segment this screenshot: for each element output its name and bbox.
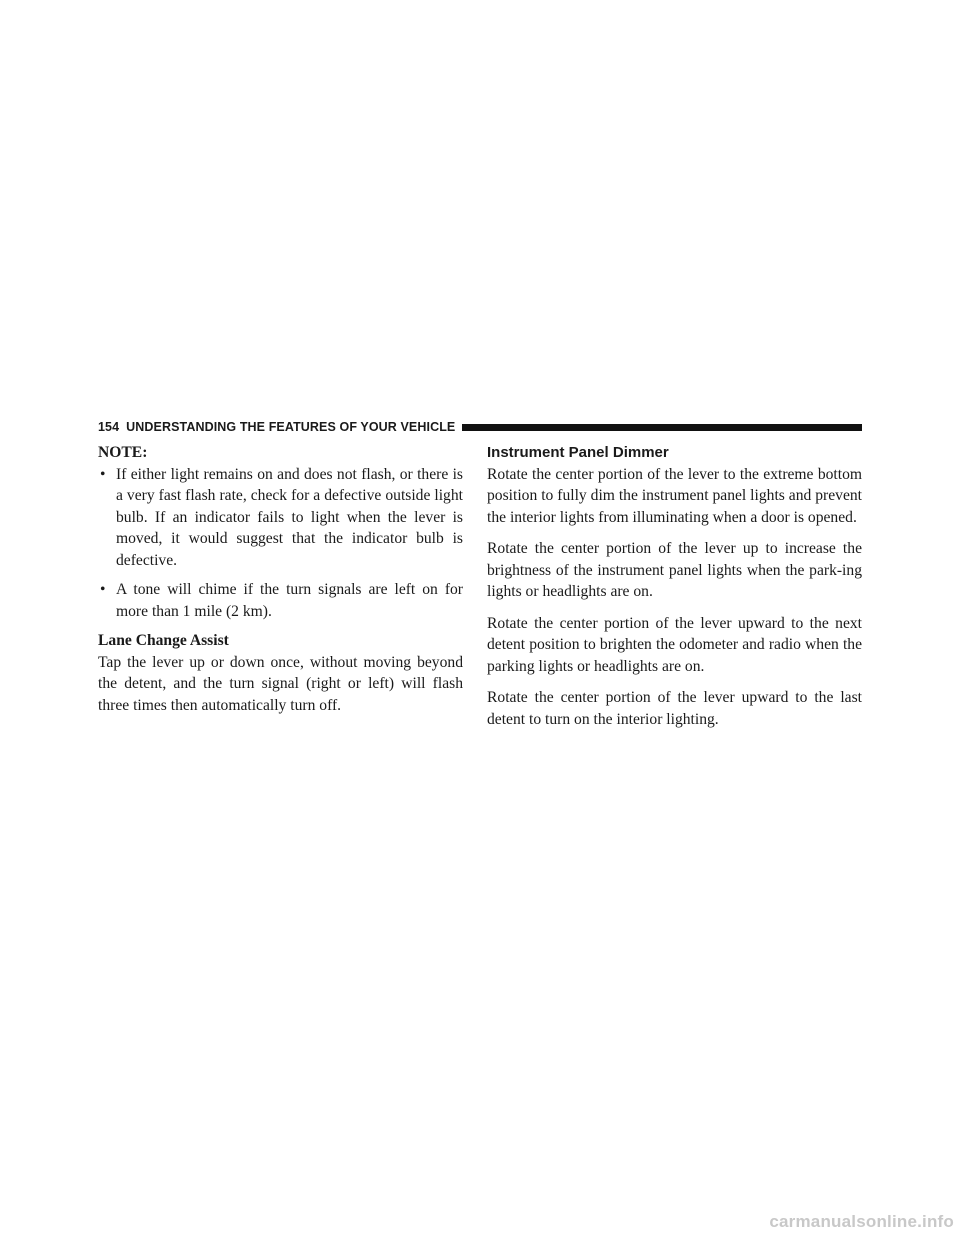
bullet-text: A tone will chime if the turn signals are left on for more than 1 mile (2 km).	[116, 581, 463, 620]
left-column	[98, 442, 463, 726]
list-item	[98, 579, 463, 622]
note-bullet-list	[98, 464, 463, 623]
note-label: NOTE:	[98, 444, 148, 461]
page-number: 154	[98, 420, 120, 434]
lane-change-heading: Lane Change Assist	[98, 632, 229, 649]
bullet-text: If either light remains on and does not flash, or there is a very fast flash rate, check for a defective outside light bulb. If an indicator fails to light when the lever is moved, it would suggest that the indicator bulb is defective.	[116, 465, 463, 569]
header-rule	[462, 424, 862, 431]
watermark-text: carmanualsonline.info	[769, 1212, 954, 1231]
dimmer-paragraph: Rotate the center portion of the lever upward to the next detent position to brighten the odometer and radio when the parking lights or headlights are on.	[487, 614, 862, 675]
dimmer-paragraph: Rotate the center portion of the lever to the extreme bottom position to fully dim the instrument panel lights and prevent the interior lights from illuminating when a door is opened.	[487, 465, 862, 526]
right-column	[487, 442, 862, 740]
dimmer-paragraph: Rotate the center portion of the lever up to increase the brightness of the instrument panel lights when the park-ing lights or headlights are on.	[487, 540, 862, 600]
list-item	[98, 464, 463, 572]
dimmer-paragraph: Rotate the center portion of the lever upward to the last detent to turn on the interior lighting.	[487, 689, 862, 728]
bullet-icon: •	[100, 465, 106, 483]
section-title: UNDERSTANDING THE FEATURES OF YOUR VEHICLE	[126, 420, 456, 434]
dimmer-heading: Instrument Panel Dimmer	[487, 444, 669, 461]
page-header	[98, 419, 862, 435]
bullet-icon: •	[100, 581, 106, 598]
lane-change-paragraph: Tap the lever up or down once, without moving beyond the detent, and the turn signal (right or left) will flash three times then automatically turn off.	[98, 653, 463, 714]
